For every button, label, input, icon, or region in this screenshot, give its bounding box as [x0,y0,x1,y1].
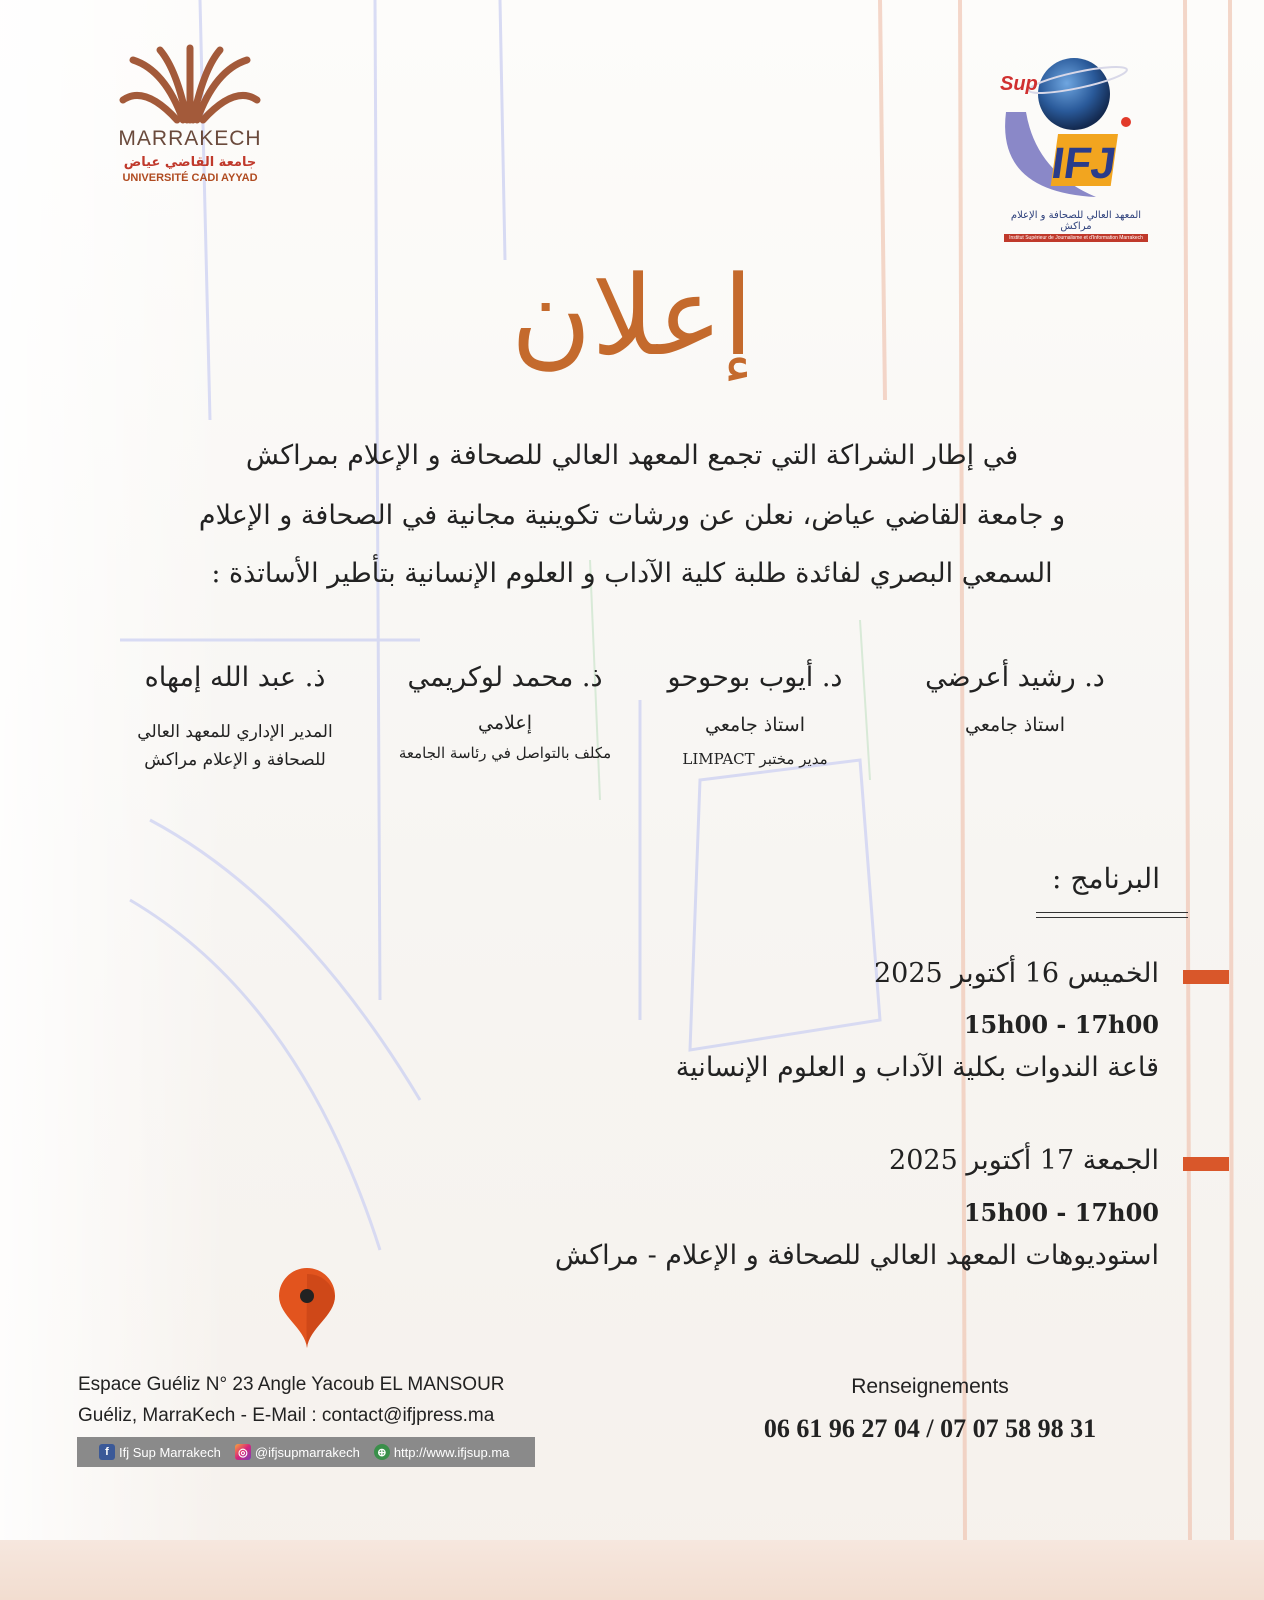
page-title: إعلان [510,252,754,380]
address-line-1: Espace Guéliz N° 23 Angle Yacoub EL MANSOUR [78,1374,505,1395]
speaker-3-role-secondary: مكلف بالتواصل في رئاسة الجامعة [398,744,612,762]
speaker-4-role-secondary: للصحافة و الإعلام مراكش [144,750,326,770]
instagram-link[interactable] [235,1444,360,1460]
session-1-bullet [1183,970,1229,984]
ifj-logo [996,52,1156,242]
session-2-place: استوديوهات المعهد العالي للصحافة و الإعلام - مراكش [554,1240,1159,1271]
session-2-date: الجمعة 17 أكتوبر 2025 [889,1145,1159,1176]
intro-line-1: في إطار الشراكة التي تجمع المعهد العالي للصحافة و الإعلام بمراكش [245,440,1019,471]
session-2-bullet [1183,1157,1229,1171]
address-line-2: Guéliz, MarraKech - E-Mail : contact@ifjpress.ma [78,1405,495,1426]
speaker-3-role: إعلامي [478,712,532,734]
facebook-label: Ifj Sup Marrakech [119,1444,221,1460]
speaker-2-name: د. أيوب بوحوحو [667,662,843,693]
university-logo [115,40,265,210]
phone-numbers: 06 61 96 27 04 / 07 07 58 98 31 [763,1414,1097,1443]
program-underline-2 [1036,917,1188,918]
program-label: البرنامج : [1052,862,1160,895]
ifj-logo-arabic: المعهد العالي للصحافة و الإعلام مراكش [1010,210,1142,232]
university-logo-city: MARRAKECH [118,127,262,150]
ifj-logo-french: Institut Supérieur de Journalisme et d'Information Marrakech [1004,234,1148,242]
session-2-time: 15h00 - 17h00 [963,1198,1159,1227]
facebook-icon: f [99,1444,115,1460]
instagram-icon: ◎ [235,1444,251,1460]
facebook-link[interactable] [99,1444,221,1460]
ifj-logo-sup: Sup [1000,73,1038,95]
university-logo-arabic: جامعة القاضي عياض [123,155,257,170]
speaker-4-name: ذ. عبد الله إمهاه [144,662,326,693]
palm-emblem-icon [115,40,265,125]
website-link[interactable] [374,1444,510,1460]
session-1-place: قاعة الندوات بكلية الآداب و العلوم الإنسانية [675,1052,1159,1083]
instagram-label: @ifjsupmarrakech [254,1444,360,1460]
speaker-2-role-secondary: مدير مختبر LIMPACT [682,750,828,768]
session-1-time: 15h00 - 17h00 [963,1010,1159,1039]
social-bar [77,1437,535,1467]
program-underline [1036,912,1188,913]
location-pin-icon [277,1268,337,1350]
speaker-1-name: د. رشيد أعرضي [925,662,1105,693]
globe-icon: ⊕ [374,1444,390,1460]
bottom-band [0,1540,1264,1600]
university-logo-french: UNIVERSITÉ CADI AYYAD [122,172,258,184]
speaker-3-name: ذ. محمد لوكريمي [407,662,603,693]
intro-line-3: السمعي البصري لفائدة طلبة كلية الآداب و العلوم الإنسانية بتأطير الأساتذة : [211,558,1053,589]
speaker-4-role: المدير الإداري للمعهد العالي [137,722,333,742]
intro-line-2: و جامعة القاضي عياض، نعلن عن ورشات تكوينية مجانية في الصحافة و الإعلام [198,500,1066,531]
globe-emblem-icon [996,52,1156,202]
speaker-1-role: استاذ جامعي [965,714,1065,736]
ifj-logo-mark: IFJ [1048,139,1120,188]
session-1-date: الخميس 16 أكتوبر 2025 [873,958,1159,989]
speaker-2-role: استاذ جامعي [705,714,805,736]
website-label: http://www.ifjsup.ma [393,1444,510,1460]
info-label: Renseignements [851,1375,1009,1398]
